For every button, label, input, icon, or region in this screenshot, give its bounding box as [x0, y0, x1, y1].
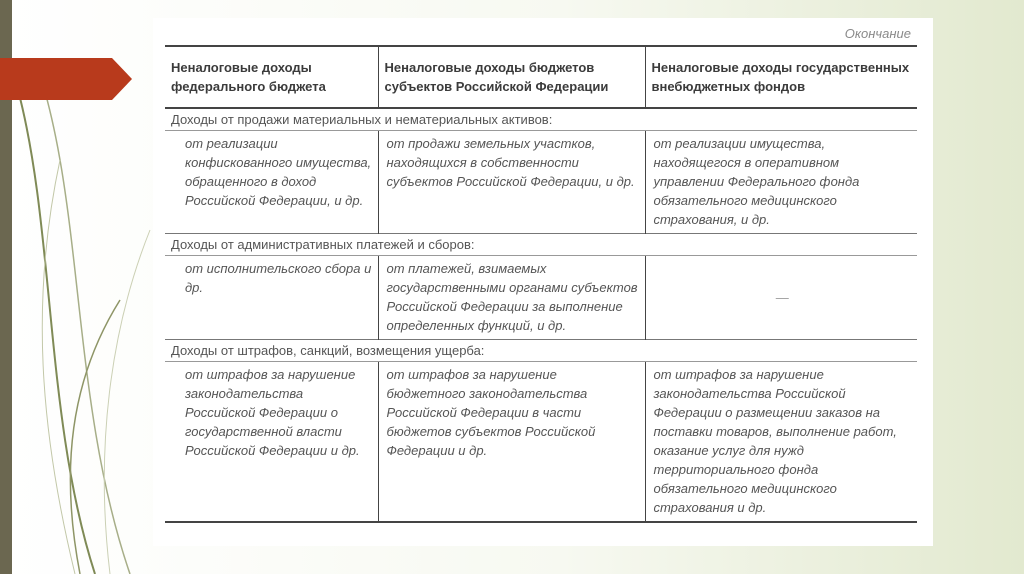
group-row	[165, 234, 917, 256]
table-row	[165, 256, 917, 340]
table-cell: от платежей, взимаемых государственными органами субъектов Российской Федерации за выполнение определенных функций, и др.	[378, 256, 645, 340]
table-cell: от штрафов за нарушение законодательства Российской Федерации о размещении заказов на поставки товаров, выполнение работ, оказание услуг для нужд территориального фонда обязательного медицинского страхования и др.	[645, 362, 917, 523]
empty-cell-dash: —	[645, 256, 917, 340]
table-cell: от штрафов за нарушение бюджетного законодательства Российской Федерации в части бюджетов субъектов Российской Федерации и др.	[378, 362, 645, 523]
table-cell: от штрафов за нарушение законодательства Российской Федерации о государственной власти Российской Федерации и др.	[165, 362, 378, 523]
header-row	[165, 46, 917, 108]
group-title: Доходы от административных платежей и сборов:	[165, 234, 917, 256]
red-arrow-marker	[0, 58, 132, 100]
table-cell: от продажи земельных участков, находящихся в собственности субъектов Российской Федерации, и др.	[378, 131, 645, 234]
table-caption: Окончание	[844, 26, 911, 41]
header-federal: Неналоговые доходы федерального бюджета	[165, 46, 378, 108]
table-cell: от исполнительского сбора и др.	[185, 261, 372, 295]
group-title: Доходы от штрафов, санкций, возмещения ущерба:	[165, 340, 917, 362]
document-page	[153, 18, 933, 546]
header-extrabudgetary: Неналоговые доходы государственных внебюджетных фондов	[645, 46, 917, 108]
table-cell: от реализации имущества, находящегося в оперативном управлении Федерального фонда обязательного медицинского страхования, и др.	[645, 131, 917, 234]
group-row	[165, 108, 917, 131]
table-row	[165, 131, 917, 234]
group-row	[165, 340, 917, 362]
header-regional: Неналоговые доходы бюджетов субъектов Российской Федерации	[378, 46, 645, 108]
group-title: Доходы от продажи материальных и нематериальных активов:	[165, 108, 917, 131]
revenue-table	[165, 45, 917, 523]
table-row	[165, 362, 917, 523]
table-cell: от реализации конфискованного имущества, обращенного в доход Российской Федерации, и др.	[185, 136, 372, 208]
